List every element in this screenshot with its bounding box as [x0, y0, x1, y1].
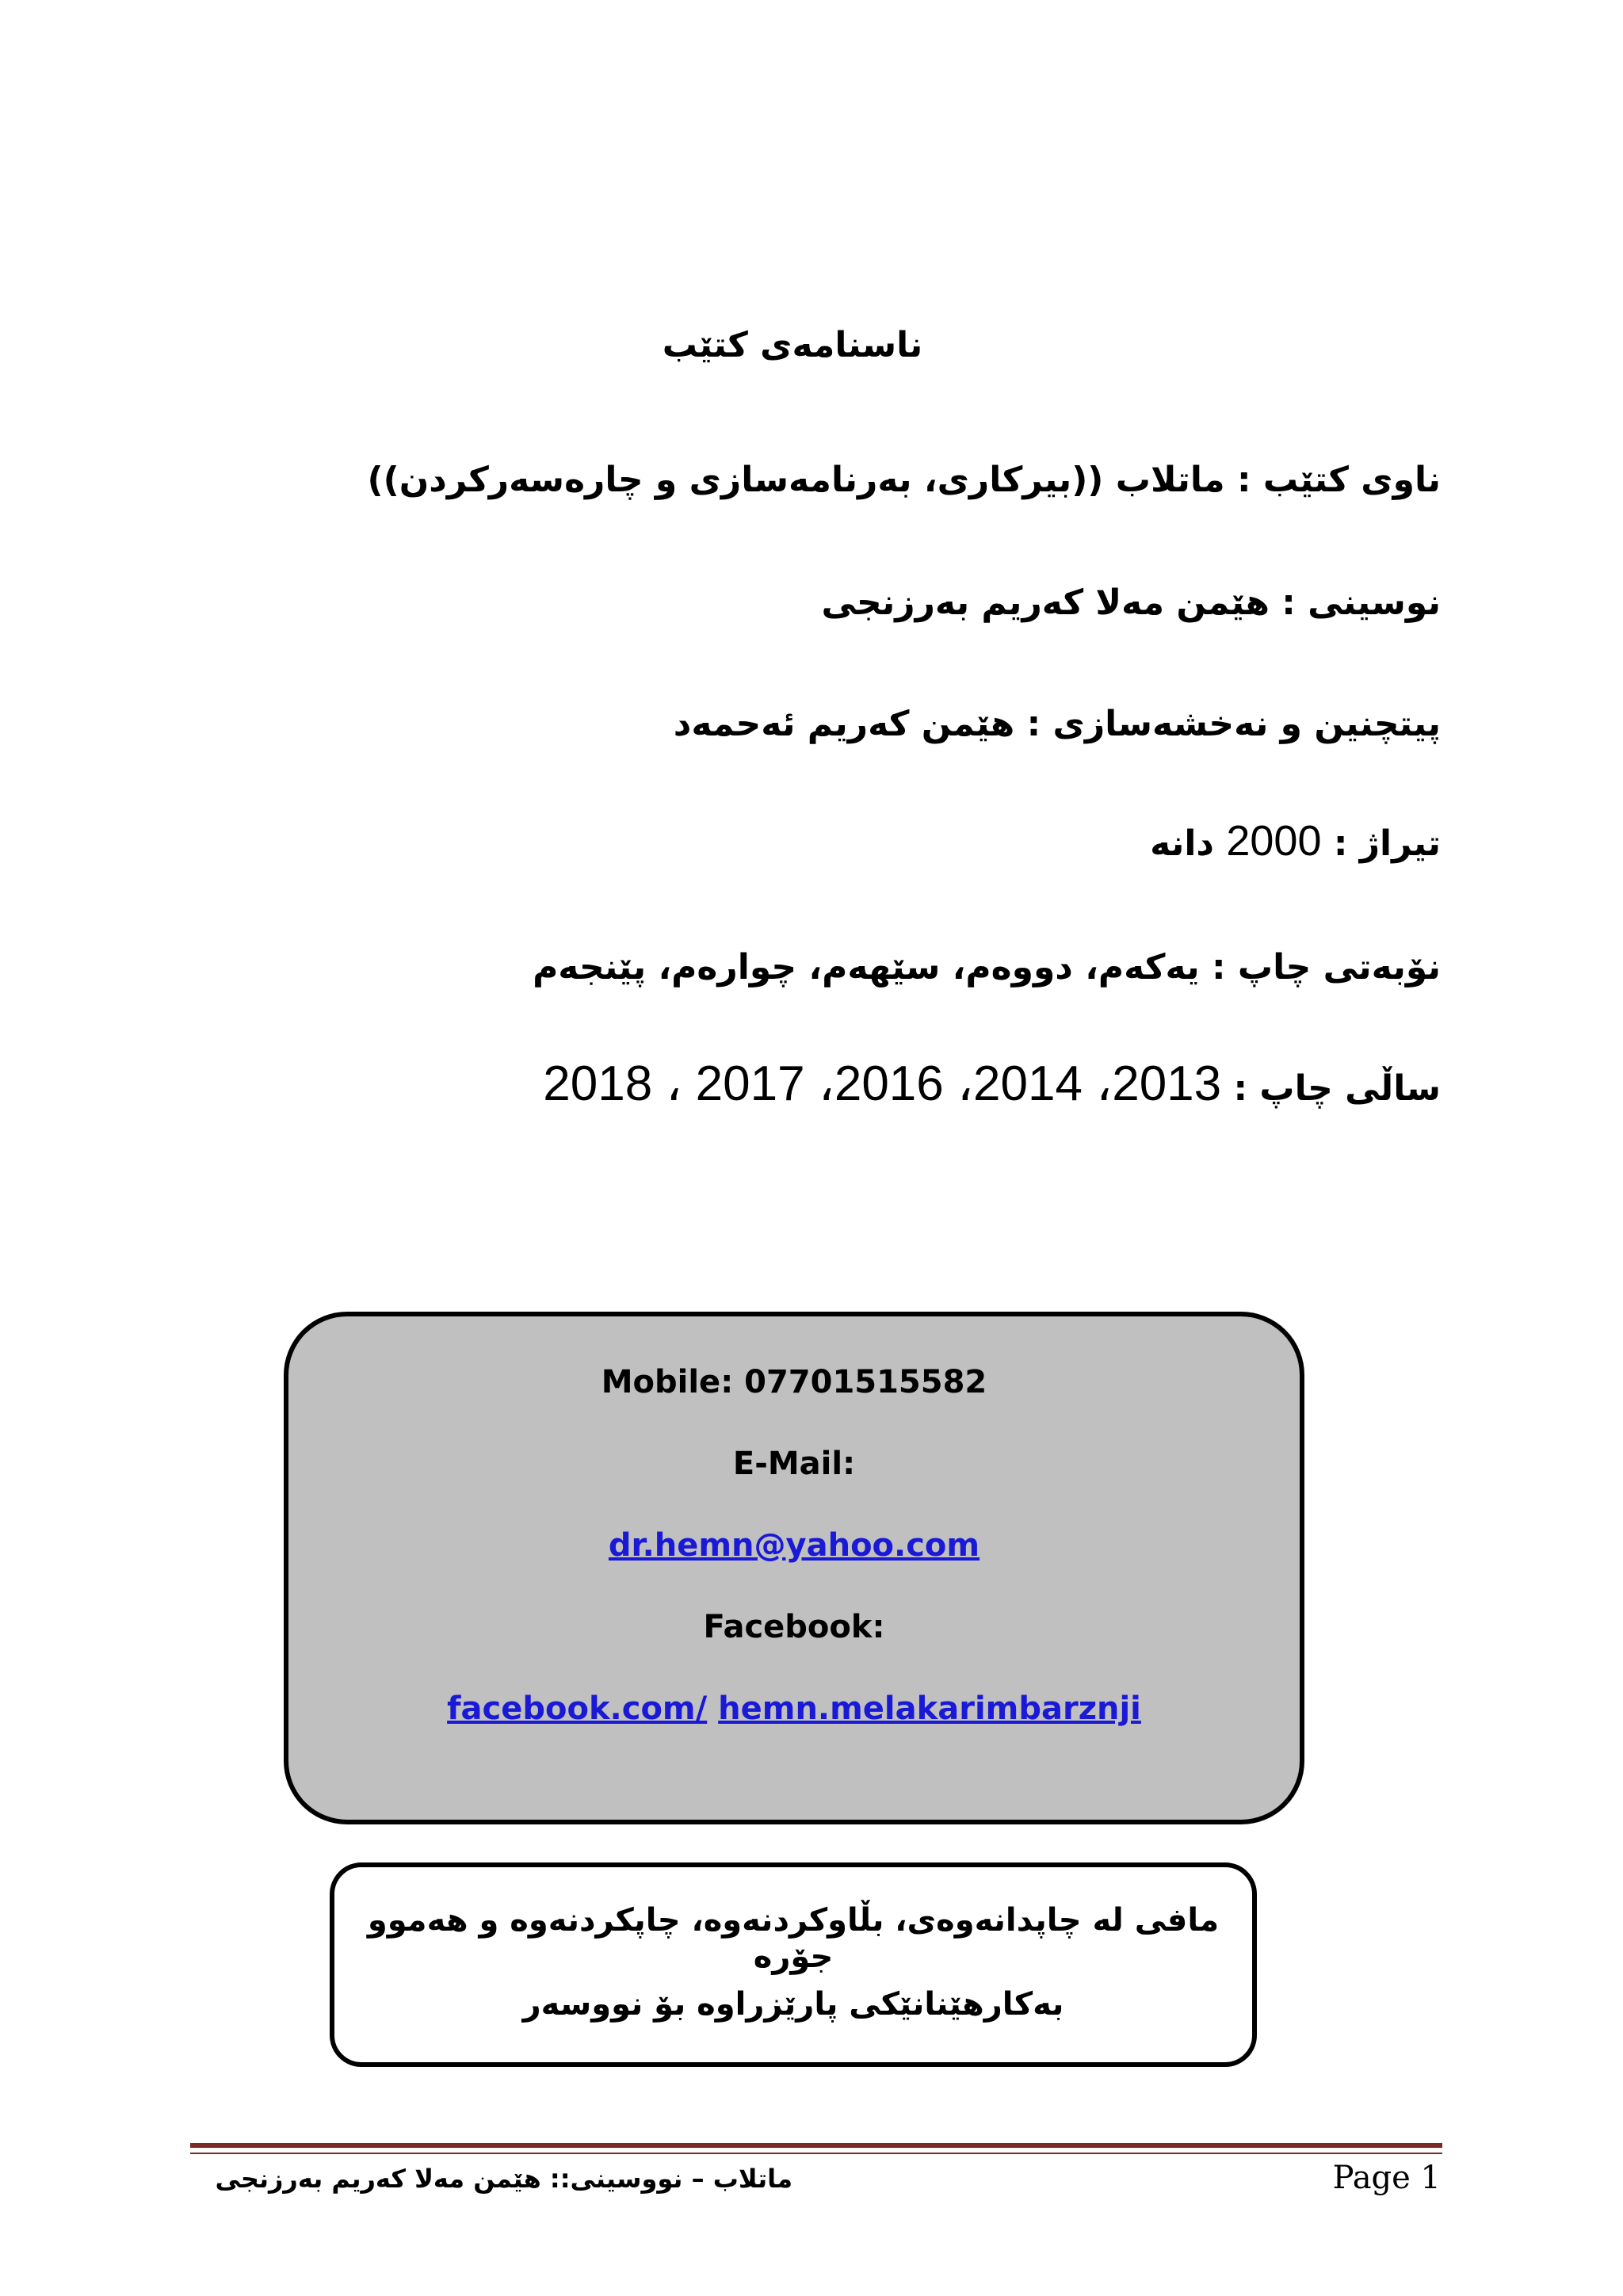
rights-box	[330, 1862, 1257, 2067]
print-run-label: تیراژ :	[1333, 823, 1441, 864]
footer-rule-thin	[190, 2153, 1442, 2154]
print-run-line	[173, 816, 1441, 865]
contact-box	[284, 1312, 1304, 1824]
page-number: Page 1	[1332, 2160, 1441, 2196]
author-line: نوسینی : هێمن مەلا کەریم بەرزنجی	[821, 583, 1441, 623]
mobile-text: Mobile: 07701515582	[601, 1364, 987, 1400]
print-years-value: 2013، 2014، 2016، 2017 ، 2018	[543, 1056, 1222, 1111]
print-run-value: 2000	[1226, 817, 1322, 865]
page-title: ناسنامەی کتێب	[662, 325, 923, 365]
rights-line-1: مافی لە چاپدانەوەی، بڵاوکردنەوە، چاپکردنەوە و هەموو جۆرە	[367, 1902, 1220, 1975]
footer-author: ماتلاب – نووسینی:: هێمن مەلا کەریم بەرزنجی	[215, 2164, 792, 2194]
footer-rule	[190, 2143, 1442, 2148]
email-link[interactable]: dr.hemn@yahoo.com	[608, 1527, 980, 1564]
book-name-line: ناوی کتێب : ماتلاب ((بیرکاری، بەرنامەسازی و چارەسەرکردن))	[367, 460, 1441, 500]
facebook-prefix-link[interactable]: facebook.com/	[447, 1690, 708, 1727]
editions-line: نۆبەتی چاپ : یەکەم، دووەم، سێهەم، چوارەم، پێنجەم	[533, 947, 1441, 988]
print-years-line	[173, 1054, 1441, 1112]
facebook-handle-link[interactable]: hemn.melakarimbarznji	[718, 1690, 1141, 1727]
rights-line-2: بەکارهێنانێکی پارێزراوە بۆ نووسەر	[522, 1986, 1064, 2023]
facebook-label: Facebook:	[703, 1609, 885, 1645]
print-run-unit: دانە	[1150, 823, 1215, 864]
email-label: E-Mail:	[732, 1446, 856, 1482]
print-years-label: ساڵی چاپ :	[1233, 1068, 1441, 1109]
design-line: پیتچنین و نەخشەسازی : هێمن کەریم ئەحمەد	[673, 704, 1441, 744]
